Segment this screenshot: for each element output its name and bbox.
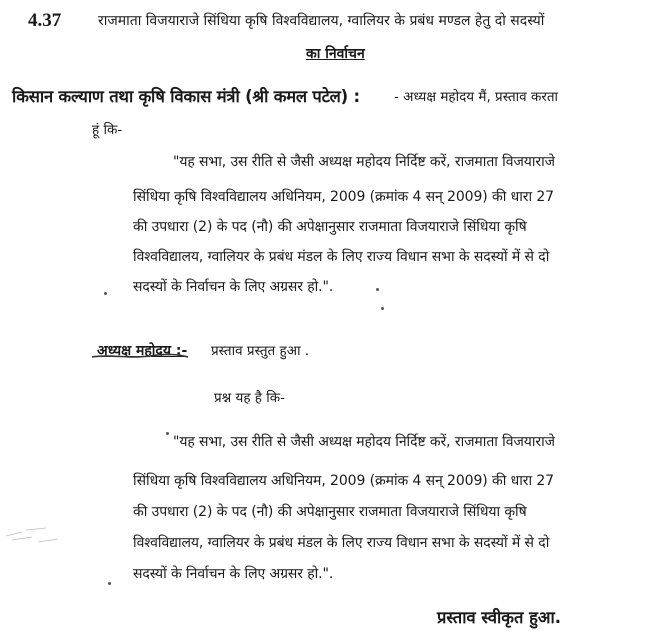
motion-2-line-2: सिंधिया कृषि विश्वविद्यालय अधिनियम, 2009 (क्रमांक 4 सन् 2009) की धारा 27 (133, 473, 554, 489)
item-number: 4.37 (28, 10, 62, 31)
motion-2-line-3: की उपधारा (2) के पद (नौ) की अपेक्षानुसार राजमाता विजयाराजे सिंधिया कृषि (133, 504, 527, 520)
scan-speck (376, 288, 379, 291)
motion-1-line-3: की उपधारा (2) के पद (नौ) की अपेक्षानुसार राजमाता विजयाराजे सिंधिया कृषि (133, 219, 527, 235)
motion-1-line-2: सिंधिया कृषि विश्वविद्यालय अधिनियम, 2009 (क्रमांक 4 सन् 2009) की धारा 27 (133, 189, 554, 205)
scan-speck (166, 432, 169, 435)
motion-1-line-4: विश्वविद्यालय, ग्वालियर के प्रबंध मंडल के लिए राज्य विधान सभा के सदस्यों में से दो (133, 249, 550, 265)
motion-1-line-1: "यह सभा, उस रीति से जैसी अध्यक्ष महोदय निर्दिष्ट करें, राजमाता विजयाराजे (173, 154, 555, 170)
scan-speck (381, 307, 384, 310)
heading-line-1: राजमाता विजयाराजे सिंधिया कृषि विश्वविद्यालय, ग्वालियर के प्रबंध मण्डल हेतु दो सदस्यों (98, 13, 545, 29)
heading-line-2: का निर्वाचन (306, 46, 365, 62)
minister-speech-start: - अध्यक्ष महोदय मैं, प्रस्ताव करता (394, 89, 559, 105)
chair-speaker: अध्यक्ष महोदय :- (97, 343, 188, 359)
motion-result: प्रस्ताव स्वीकृत हुआ. (437, 608, 561, 627)
handwritten-underline (90, 352, 190, 360)
chair-statement: प्रस्ताव प्रस्तुत हुआ . (211, 343, 310, 359)
minister-speaker: किसान कल्याण तथा कृषि विकास मंत्री (श्री कमल पटेल) : (12, 87, 360, 106)
motion-2-line-4: विश्वविद्यालय, ग्वालियर के प्रबंध मंडल के लिए राज्य विधान सभा के सदस्यों में से दो (133, 535, 550, 551)
motion-2-line-5: सदस्यों के निर्वाचन के लिए अग्रसर हो.". (133, 566, 334, 582)
chair-question: प्रश्न यह है कि- (214, 390, 286, 406)
motion-1-line-5: सदस्यों के निर्वाचन के लिए अग्रसर हो.". (133, 279, 334, 295)
minister-speech-cont: हूं कि- (92, 122, 123, 138)
scan-speck (108, 582, 111, 585)
motion-2-line-1: "यह सभा, उस रीति से जैसी अध्यक्ष महोदय निर्दिष्ट करें, राजमाता विजयाराजे (173, 434, 555, 450)
scan-speck (104, 292, 107, 295)
scan-smudge (2, 522, 62, 548)
